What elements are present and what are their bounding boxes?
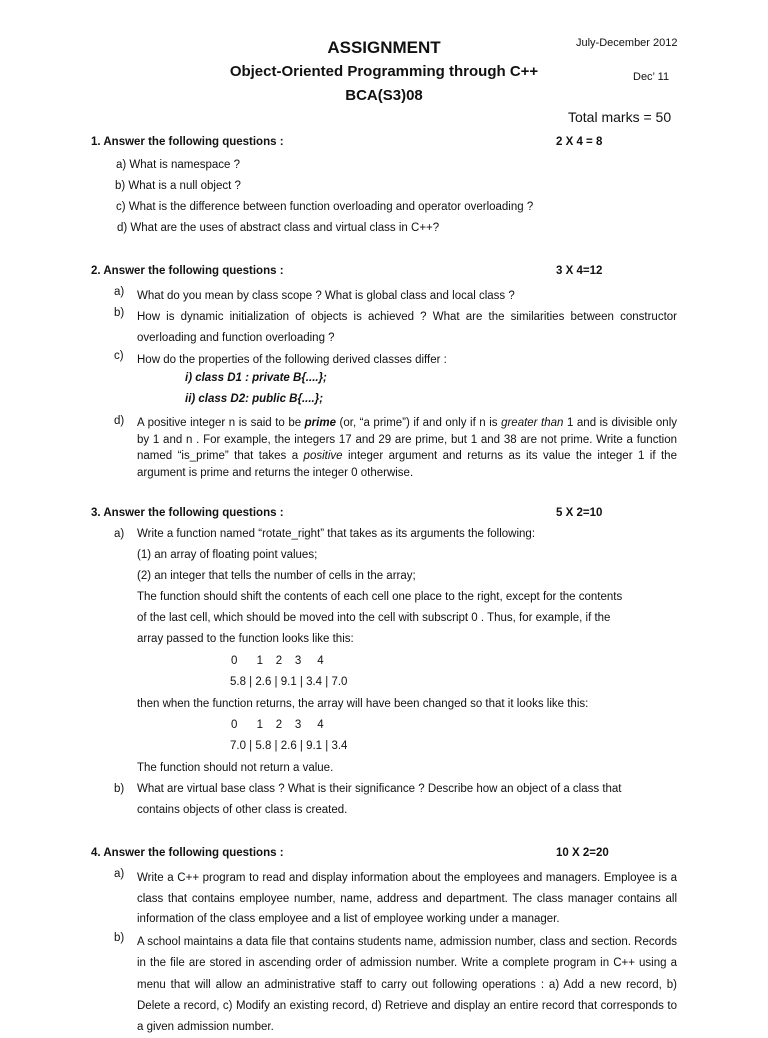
q3-marks: 5 X 2=10 — [556, 507, 603, 519]
q2-d-label: d) — [114, 415, 125, 427]
q3-b-label: b) — [114, 783, 125, 795]
q3-a-line1: Write a function named “rotate_right” that takes as its arguments the following: — [137, 528, 536, 540]
q1-item-c: c) What is the difference between function overloading and operator overloading ? — [116, 201, 534, 213]
q2-a-text: What do you mean by class scope ? What is global class and local class ? — [137, 290, 515, 302]
assignment-title: ASSIGNMENT — [327, 38, 441, 57]
q2-d-text-part4: integer argument and returns as its value the integer 1 if the argument is prime and returns the integer 0 otherwise. — [137, 450, 677, 479]
q2-d-positive: positive — [303, 450, 343, 462]
total-marks: Total marks = 50 — [568, 109, 672, 125]
q2-d-greater-than: greater than — [501, 417, 564, 429]
q4-a-label: a) — [114, 868, 125, 880]
subject-title: Object-Oriented Programming through C++ — [229, 63, 539, 80]
q1-heading: 1. Answer the following questions : — [91, 136, 284, 148]
q3-a-line5: of the last cell, which should be moved into the cell with subscript 0 . Thus, for example, if the — [137, 612, 611, 624]
date-label: Dec’ 11 — [633, 71, 670, 83]
q4-a-text: Write a C++ program to read and display information about the employees and managers. Employee is a class that contains employee number, name, address and department. The class manager contains all information of the class employee and a list of employee working under a manager. — [137, 872, 677, 925]
q3-a-line8: The function should not return a value. — [137, 762, 334, 774]
session-label: July-December 2012 — [576, 37, 678, 49]
q2-c-class-d1: i) class D1 : private B{....}; — [185, 372, 327, 384]
q2-d-text-part2: (or, “a prime”) if and only if n is — [335, 417, 502, 429]
q2-marks: 3 X 4=12 — [556, 265, 603, 277]
array-values-before: 5.8 | 2.6 | 9.1 | 3.4 | 7.0 — [230, 676, 348, 688]
array-indices-after: 0 1 2 3 4 — [231, 719, 324, 731]
q3-a-label: a) — [114, 528, 125, 540]
q3-a-line7: then when the function returns, the array will have been changed so that it looks like this: — [137, 698, 589, 710]
q3-a-line4: The function should shift the contents of each cell one place to the right, except for the contents — [137, 591, 623, 603]
q3-a-line2: (1) an array of floating point values; — [137, 549, 318, 561]
q2-b-text: How is dynamic initialization of objects is achieved ? What are the similarities between constructor overloading and function overloading ? — [137, 311, 677, 344]
q2-c-class-d2: ii) class D2: public B{....}; — [185, 393, 324, 405]
q2-d-text-part3: 1 and is divisible only by 1 and n . For example, the integers 17 and 29 are prime, but 1 and 38 are not prime. Write a function named “is_prime” that takes a — [137, 417, 678, 462]
q3-a-line3: (2) an integer that tells the number of cells in the array; — [137, 570, 416, 582]
q2-d-text — [137, 415, 677, 481]
q3-a-line6: array passed to the function looks like this: — [137, 633, 354, 645]
q2-a-label: a) — [114, 286, 125, 298]
q2-c-text: How do the properties of the following derived classes differ : — [137, 354, 447, 366]
q4-marks: 10 X 2=20 — [556, 847, 609, 859]
array-values-after: 7.0 | 5.8 | 2.6 | 9.1 | 3.4 — [230, 740, 348, 752]
q4-b-text: A school maintains a data file that contains students name, admission number, class and section. Records in the file are stored in ascending order of admission number. Write a complete program in C++ using a menu that will allow an administrative staff to carry out following operations : a) Add a new record, b) Delete a record, c) Modify an existing record, d) Retrieve and display an entire record that corresponds to a given admission number. — [137, 936, 677, 1034]
q2-heading: 2. Answer the following questions : — [91, 265, 284, 277]
q3-b-line2: contains objects of other class is created. — [137, 804, 348, 816]
q1-item-a: a) What is namespace ? — [116, 159, 241, 171]
q3-heading: 3. Answer the following questions : — [91, 507, 284, 519]
q1-item-b: b) What is a null object ? — [115, 180, 241, 192]
q2-b-label: b) — [114, 307, 125, 319]
q2-c-label: c) — [114, 350, 124, 362]
course-code: BCA(S3)08 — [345, 87, 423, 104]
q4-heading: 4. Answer the following questions : — [91, 847, 284, 859]
q1-marks: 2 X 4 = 8 — [556, 136, 603, 148]
q2-d-prime: prime — [304, 417, 336, 429]
q3-b-line1: What are virtual base class ? What is their significance ? Describe how an object of a class that — [137, 783, 622, 795]
q4-b-label: b) — [114, 932, 125, 944]
q1-item-d: d) What are the uses of abstract class and virtual class in C++? — [117, 222, 440, 234]
q2-d-text-part1: A positive integer n is said to be — [137, 417, 305, 429]
array-indices-before: 0 1 2 3 4 — [231, 655, 324, 667]
